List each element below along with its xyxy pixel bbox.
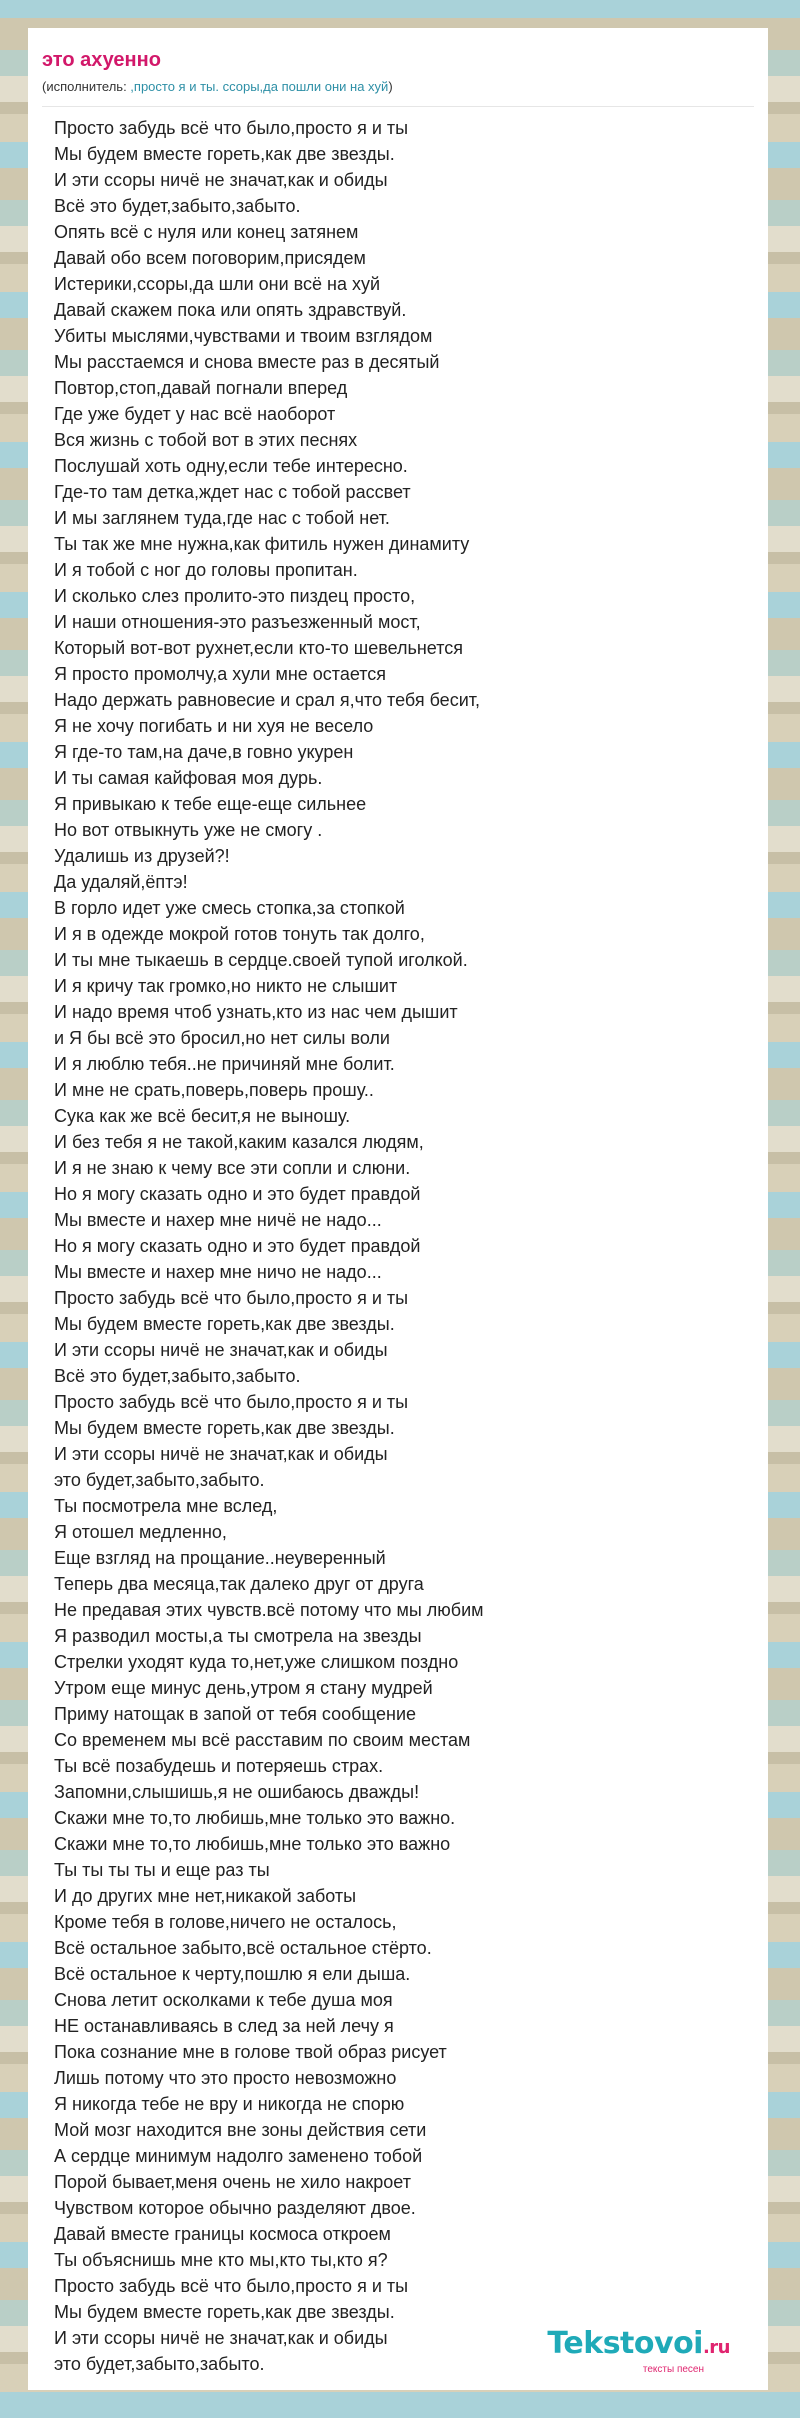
lyric-line: Стрелки уходят куда то,нет,уже слишком поздно — [54, 1652, 459, 1672]
lyric-line: Всё это будет,забыто,забыто. — [54, 1366, 301, 1386]
lyric-line: Сука как же всё бесит,я не выношу. — [54, 1106, 351, 1126]
logo-main-text: Tekstovoi — [547, 2326, 703, 2361]
lyric-line: Повтор,стоп,давай погнали вперед — [54, 378, 348, 398]
lyric-line: Я разводил мосты,а ты смотрела на звезды — [54, 1626, 422, 1646]
lyric-line: И мне не срать,поверь,поверь прошу.. — [54, 1080, 374, 1100]
lyric-line: Просто забудь всё что было,просто я и ты — [54, 1288, 409, 1308]
logo-tagline: тексты песен — [642, 2364, 704, 2375]
lyric-line: Давай обо всем поговорим,присядем — [54, 248, 366, 268]
lyrics-page — [28, 28, 768, 2390]
lyric-line: И эти ссоры ничё не значат,как и обиды — [54, 2328, 388, 2348]
lyric-line: Запомни,слышишь,я не ошибаюсь дважды! — [54, 1782, 420, 1802]
lyric-line: Давай скажем пока или опять здравствуй. — [54, 300, 407, 320]
lyric-line: Со временем мы всё расставим по своим местам — [54, 1730, 471, 1750]
lyric-line: Надо держать равновесие и срал я,что тебя бесит, — [54, 690, 480, 710]
lyric-line: Ты объяснишь мне кто мы,кто ты,кто я? — [54, 2250, 388, 2270]
lyric-line: Порой бывает,меня очень не хило накроет — [54, 2172, 411, 2192]
lyric-line: Я никогда тебе не вру и никогда не спорю — [54, 2094, 405, 2114]
lyric-line: Снова летит осколками к тебе душа моя — [54, 1990, 393, 2010]
lyric-line: Истерики,ссоры,да шли они всё на хуй — [54, 274, 381, 294]
lyric-line: Мы будем вместе гореть,как две звезды. — [54, 144, 395, 164]
artist-line — [42, 78, 754, 96]
lyric-line: Но вот отвыкнуть уже не смогу . — [54, 820, 323, 840]
artist-label-close: ) — [388, 79, 393, 94]
lyric-line: В горло идет уже смесь стопка,за стопкой — [54, 898, 405, 918]
lyric-line: Я отошел медленно, — [54, 1522, 227, 1542]
lyric-line: Я где-то там,на даче,в говно укурен — [54, 742, 354, 762]
lyric-line: Всё остальное забыто,всё остальное стёрто. — [54, 1938, 432, 1958]
lyric-line: Давай вместе границы космоса откроем — [54, 2224, 391, 2244]
lyric-line: НЕ останавливаясь в след за ней лечу я — [54, 2016, 394, 2036]
lyric-line: Ты всё позабудешь и потеряешь страх. — [54, 1756, 384, 1776]
lyric-line: это будет,забыто,забыто. — [54, 1470, 265, 1490]
lyric-line: Удалишь из друзей?! — [54, 846, 230, 866]
lyric-line: и Я бы всё это бросил,но нет силы воли — [54, 1028, 390, 1048]
lyric-line: Утром еще минус день,утром я стану мудрей — [54, 1678, 433, 1698]
lyric-line: И я кричу так громко,но никто не слышит — [54, 976, 398, 996]
lyrics-block — [42, 115, 754, 2377]
lyric-line: Послушай хоть одну,если тебе интересно. — [54, 456, 408, 476]
artist-link[interactable]: ,просто я и ты. ссоры,да пошли они на хуй — [130, 79, 389, 94]
lyric-line: Мы расстаемся и снова вместе раз в десятый — [54, 352, 440, 372]
lyric-line: Всё остальное к черту,пошлю я ели дыша. — [54, 1964, 411, 1984]
lyric-line: Я просто промолчу,а хули мне остается — [54, 664, 387, 684]
artist-label: (исполнитель: — [42, 79, 131, 94]
lyric-line: Мы будем вместе гореть,как две звезды. — [54, 2302, 395, 2322]
lyric-line: Опять всё с нуля или конец затянем — [54, 222, 359, 242]
lyric-line: Вся жизнь с тобой вот в этих песнях — [54, 430, 358, 450]
lyric-line: И я не знаю к чему все эти сопли и слюни. — [54, 1158, 411, 1178]
lyric-line: Скажи мне то,то любишь,мне только это важно. — [54, 1808, 456, 1828]
lyric-line: И наши отношения-это разъезженный мост, — [54, 612, 421, 632]
lyric-line: Мы вместе и нахер мне ничё не надо... — [54, 1210, 382, 1230]
lyric-line: Где уже будет у нас всё наоборот — [54, 404, 336, 424]
lyric-line: Мы будем вместе гореть,как две звезды. — [54, 1314, 395, 1334]
lyric-line: Я привыкаю к тебе еще-еще сильнее — [54, 794, 367, 814]
lyric-line: И без тебя я не такой,каким казался людям, — [54, 1132, 424, 1152]
lyric-line: Ты ты ты ты и еще раз ты — [54, 1860, 270, 1880]
lyric-line: И мы заглянем туда,где нас с тобой нет. — [54, 508, 390, 528]
lyric-line: И до других мне нет,никакой заботы — [54, 1886, 357, 1906]
lyric-line: И эти ссоры ничё не значат,как и обиды — [54, 1340, 388, 1360]
lyric-line: Ты посмотрела мне вслед, — [54, 1496, 278, 1516]
lyric-line: Просто забудь всё что было,просто я и ты — [54, 2276, 409, 2296]
lyric-line: Чувством которое обычно разделяют двое. — [54, 2198, 416, 2218]
lyric-line: А сердце минимум надолго заменено тобой — [54, 2146, 423, 2166]
lyric-line: Всё это будет,забыто,забыто. — [54, 196, 301, 216]
lyric-line: Да удаляй,ёптэ! — [54, 872, 188, 892]
divider — [42, 106, 754, 107]
lyric-line: И я люблю тебя..не причиняй мне болит. — [54, 1054, 395, 1074]
lyric-line: Мой мозг находится вне зоны действия сети — [54, 2120, 427, 2140]
lyric-line: Приму натощак в запой от тебя сообщение — [54, 1704, 417, 1724]
lyric-line: И сколько слез пролито-это пиздец просто, — [54, 586, 416, 606]
lyric-line: Скажи мне то,то любишь,мне только это важно — [54, 1834, 451, 1854]
lyric-line: Просто забудь всё что было,просто я и ты — [54, 1392, 409, 1412]
lyric-line: Но я могу сказать одно и это будет правдой — [54, 1184, 421, 1204]
lyric-line: Пока сознание мне в голове твой образ рисует — [54, 2042, 447, 2062]
song-title: это ахуенно — [42, 49, 161, 71]
lyric-line: Лишь потому что это просто невозможно — [54, 2068, 397, 2088]
lyric-line: Где-то там детка,ждет нас с тобой рассвет — [54, 482, 411, 502]
lyric-line: Который вот-вот рухнет,если кто-то шевельнется — [54, 638, 463, 658]
logo-wordmark — [547, 2328, 730, 2364]
lyric-line: Кроме тебя в голове,ничего не осталось, — [54, 1912, 397, 1932]
lyric-line: это будет,забыто,забыто. — [54, 2354, 265, 2374]
lyric-line: Просто забудь всё что было,просто я и ты — [54, 118, 409, 138]
lyric-line: И эти ссоры ничё не значат,как и обиды — [54, 170, 388, 190]
lyric-line: Ты так же мне нужна,как фитиль нужен динамиту — [54, 534, 470, 554]
lyric-line: Теперь два месяца,так далеко друг от друга — [54, 1574, 424, 1594]
lyric-line: И надо время чтоб узнать,кто из нас чем дышит — [54, 1002, 458, 1022]
lyric-line: Я не хочу погибать и ни хуя не весело — [54, 716, 374, 736]
lyric-line: И я в одежде мокрой готов тонуть так долго, — [54, 924, 425, 944]
lyric-line: Еще взгляд на прощание..неуверенный — [54, 1548, 386, 1568]
lyric-line: Мы вместе и нахер мне ничо не надо... — [54, 1262, 382, 1282]
lyric-line: И ты самая кайфовая моя дурь. — [54, 768, 323, 788]
lyric-line: Убиты мыслями,чувствами и твоим взглядом — [54, 326, 433, 346]
lyric-line: Мы будем вместе гореть,как две звезды. — [54, 1418, 395, 1438]
lyric-line: Но я могу сказать одно и это будет правдой — [54, 1236, 421, 1256]
lyric-line: И я тобой с ног до головы пропитан. — [54, 560, 358, 580]
lyric-line: И эти ссоры ничё не значат,как и обиды — [54, 1444, 388, 1464]
lyric-line: Не предавая этих чувств.всё потому что мы любим — [54, 1600, 484, 1620]
site-logo[interactable] — [547, 2328, 730, 2376]
logo-domain-suffix: .ru — [702, 2337, 730, 2358]
lyric-line: И ты мне тыкаешь в сердце.своей тупой иголкой. — [54, 950, 468, 970]
